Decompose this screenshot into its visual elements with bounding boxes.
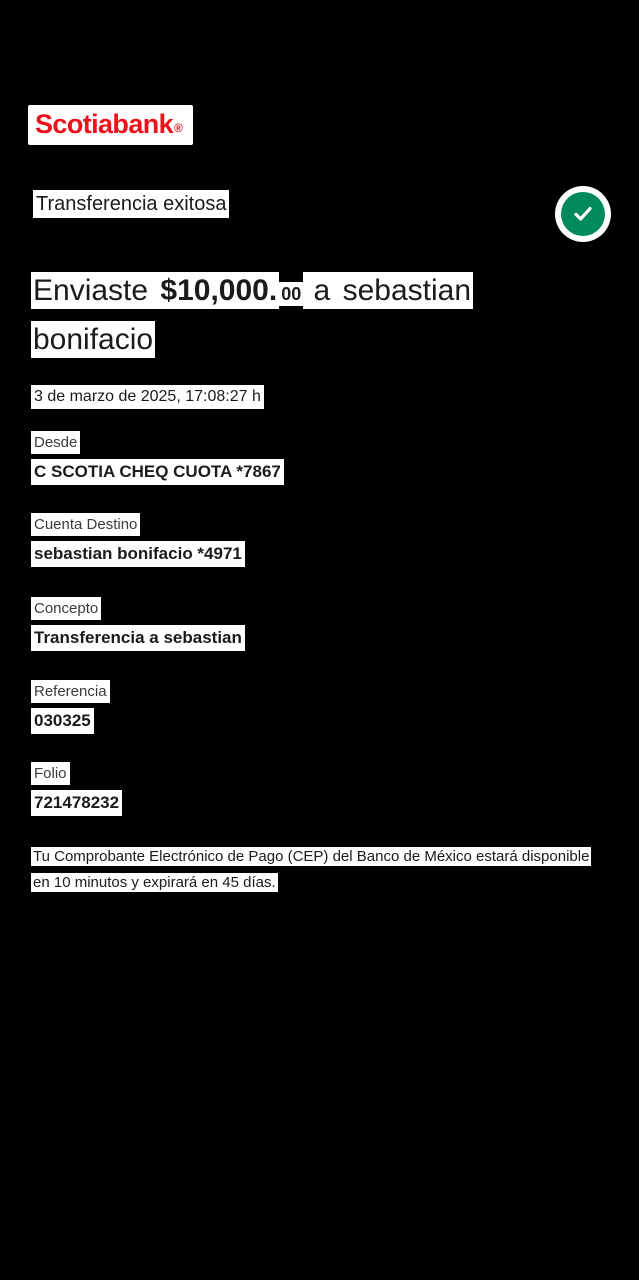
status-badge: Transferencia exitosa [33,190,229,218]
check-circle-icon [561,192,605,236]
field-label: Desde [31,431,80,454]
status-row [0,190,639,246]
field-value: C SCOTIA CHEQ CUOTA *7867 [31,459,284,485]
headline-recipient: sebastian bonifacio [33,274,472,356]
scotiabank-logo-text: Scotiabank [35,109,174,139]
transaction-timestamp: 3 de marzo de 2025, 17:08:27 h [31,385,264,409]
headline-middle: a [305,274,339,307]
field-value: Transferencia a sebastian [31,625,245,651]
field-label: Concepto [31,597,101,620]
field-label: Folio [31,762,70,785]
headline-prefix: Enviaste [33,274,157,307]
field-value: 721478232 [31,790,122,816]
field-folio [31,762,122,816]
headline-amount-cents: 00 [281,284,302,304]
field-desde [31,431,284,485]
success-check-badge [555,186,611,242]
field-label: Cuenta Destino [31,513,140,536]
field-referencia [31,680,110,734]
field-value: 030325 [31,708,94,734]
headline-amount: $10,000. [160,274,278,307]
field-cuenta-destino [31,513,245,567]
cep-disclaimer [31,844,603,896]
page-title [31,268,571,363]
field-value: sebastian bonifacio *4971 [31,541,245,567]
scotiabank-logo [28,105,193,145]
cep-disclaimer-text: Tu Comprobante Electrónico de Pago (CEP) del Banco de México estará disponible en 10 minutos y expirará en 45 días. [33,848,590,891]
field-label: Referencia [31,680,110,703]
registered-mark: ® [174,121,183,135]
field-concepto [31,597,245,651]
